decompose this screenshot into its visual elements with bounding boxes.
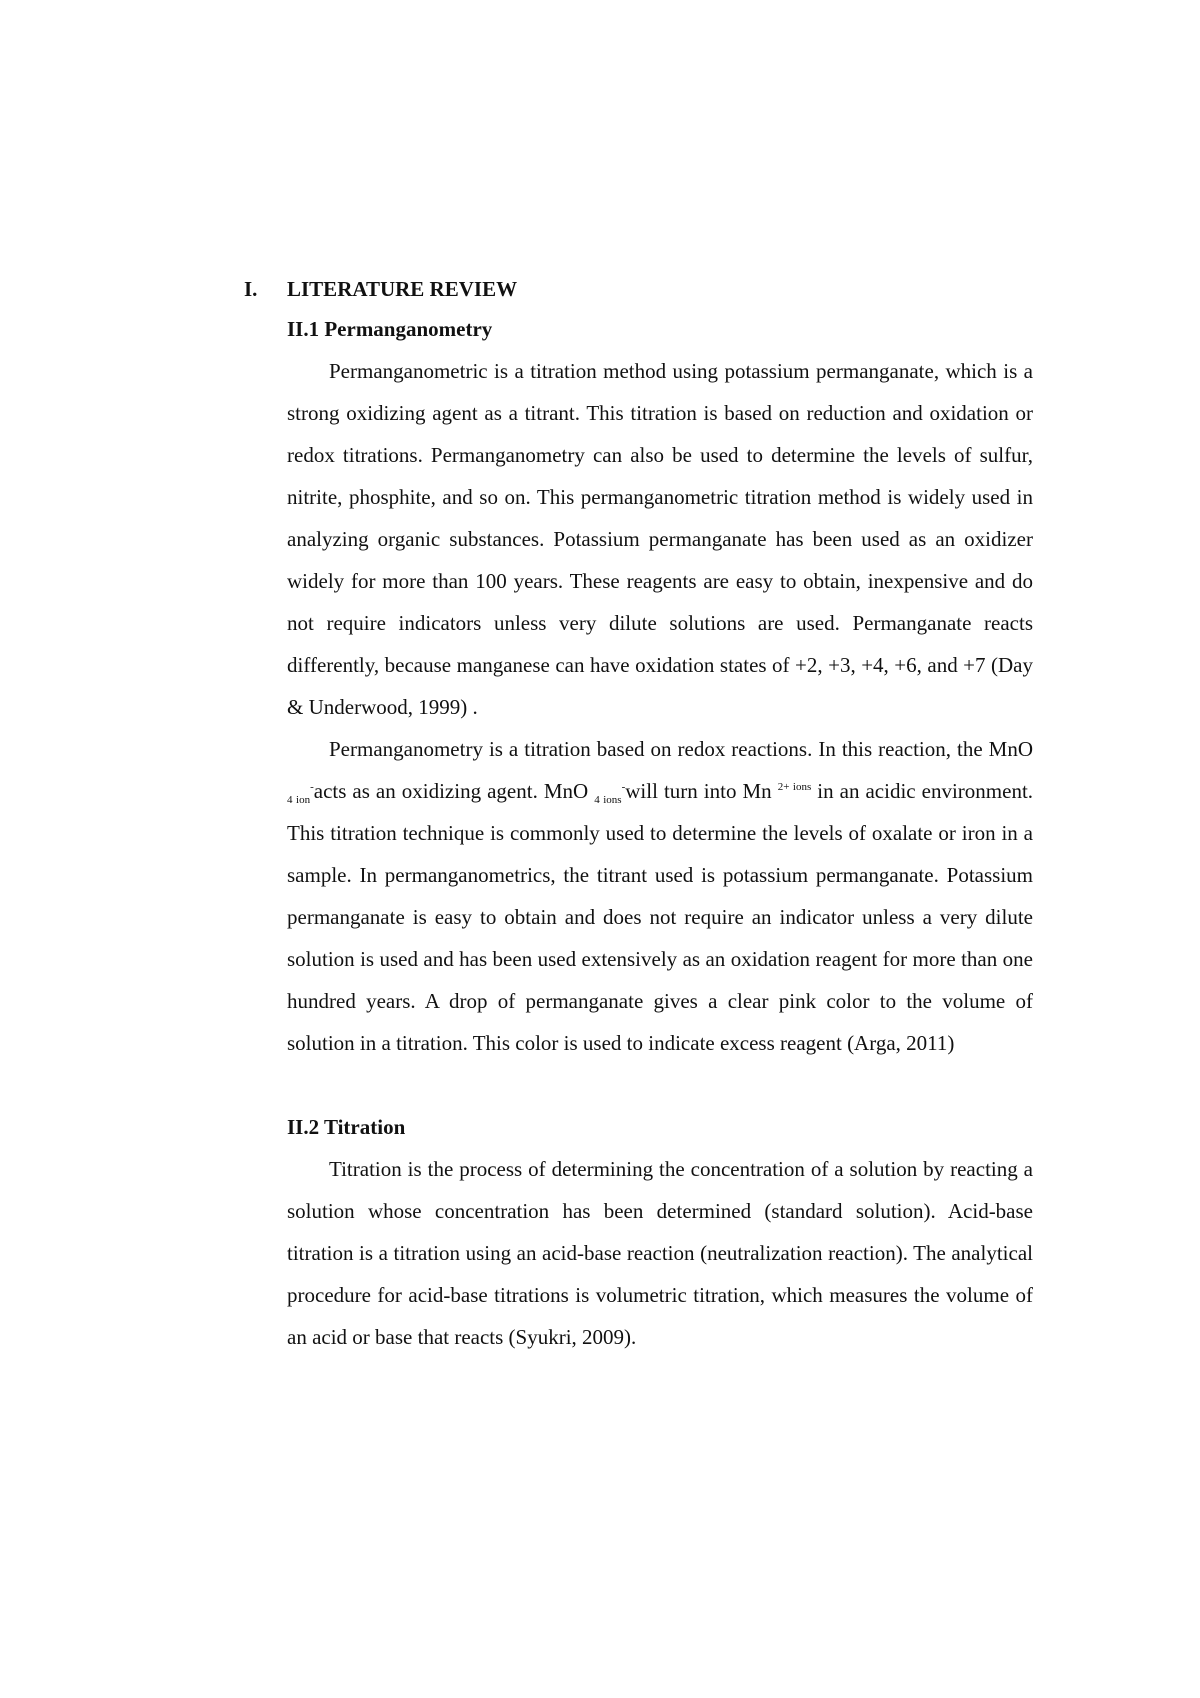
section-heading-permanganometry: II.1 Permanganometry — [287, 317, 493, 341]
para2-text-1: Permanganometry is a titration based on redox reactions. In this reaction, the MnO — [329, 737, 1033, 761]
section-heading-titration: II.2 Titration — [287, 1115, 406, 1139]
mno4-charge-2: - — [621, 781, 626, 793]
mno4-subscript-2: 4 ions — [594, 794, 622, 807]
document-body — [287, 266, 1033, 1358]
chapter-number: I. — [244, 277, 258, 301]
mno4-charge-1: - — [310, 781, 314, 793]
mno4-subscript-1: 4 ion — [287, 794, 311, 807]
para2-text-2: acts as an oxidizing agent. MnO — [313, 779, 589, 803]
titration-paragraph-1: Titration is the process of determining the concentration of a solution by reacting a solution whose concentration has been determined (standard solution). Acid-base titration is a titration using an acid-base reaction (neutralization reaction). The analytical procedure for acid-base titrations is volumetric titration, which measures the volume of an acid or base that reacts (Syukri, 2009). — [287, 1157, 1033, 1349]
para2-text-3: will turn into Mn — [625, 779, 772, 803]
para2-text-4: in an acidic environment. This titration technique is commonly used to determine the levels of oxalate or iron in a sample. In permanganometrics, the titrant used is potassium permanganate. Potassium permanganate is easy to obtain and does not require an indicator unless a very dilute solution is used and has been used extensively as an oxidation reagent for more than one hundred years. A drop of permanganate gives a clear pink color to the volume of solution in a titration. This color is used to indicate excess reagent (Arga, 2011) — [287, 779, 1034, 1055]
heading-spacer — [287, 266, 1033, 308]
permanganometry-paragraph-2 — [287, 728, 1033, 1064]
permanganometry-paragraph-1: Permanganometric is a titration method using potassium permanganate, which is a strong oxidizing agent as a titrant. This titration is based on reduction and oxidation or redox titrations. Permanganometry can also be used to determine the levels of sulfur, nitrite, phosphite, and so on. This permanganometric titration method is widely used in analyzing organic substances. Potassium permanganate has been used as an oxidizer widely for more than 100 years. These reagents are easy to obtain, inexpensive and do not require indicators unless very dilute solutions are used. Permanganate reacts differently, because manganese can have oxidation states of +2, +3, +4, +6, and +7 (Day & Underwood, 1999) . — [287, 359, 1033, 719]
section-spacer — [287, 1064, 1033, 1106]
mn-charge: 2+ ions — [777, 781, 812, 793]
chapter-title: LITERATURE REVIEW — [287, 277, 518, 301]
